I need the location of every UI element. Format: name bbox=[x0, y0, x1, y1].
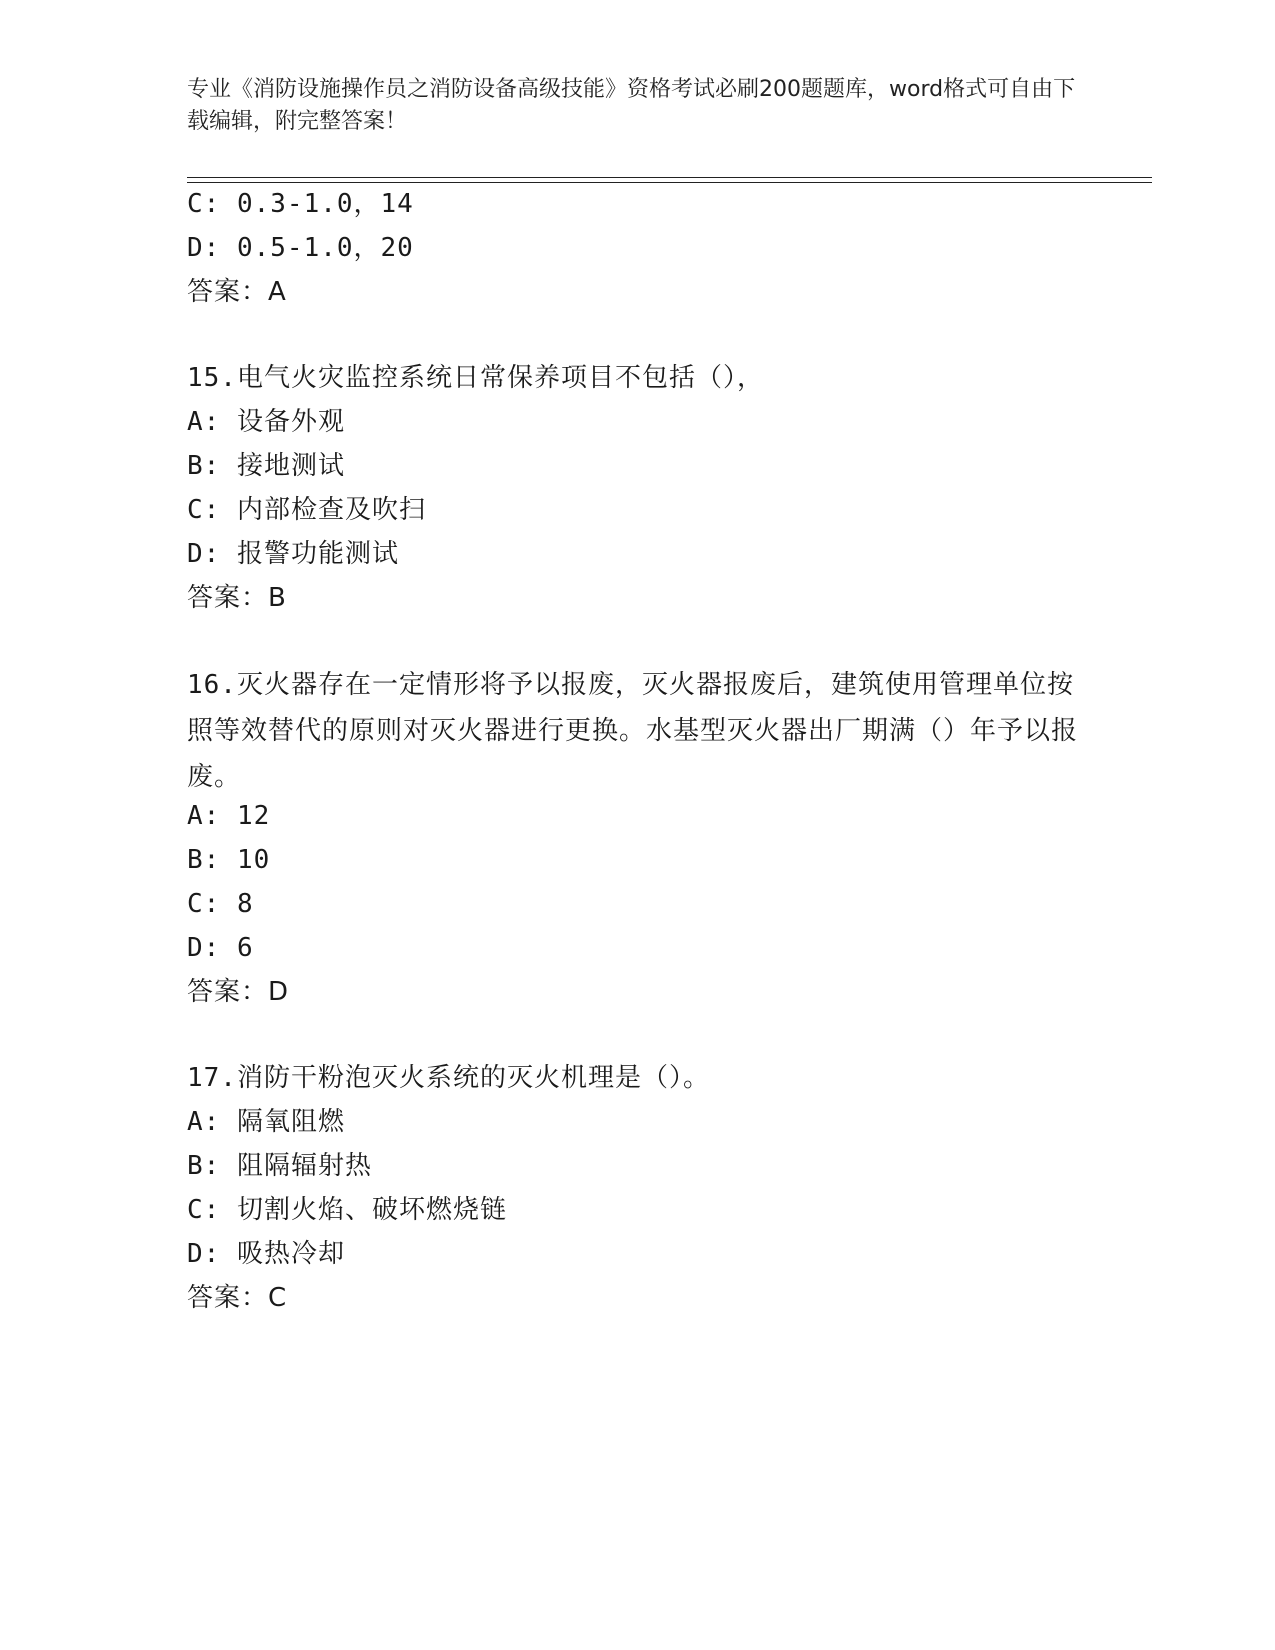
header-divider-bottom bbox=[187, 182, 1152, 183]
q16-option-d: D: 6 bbox=[187, 933, 254, 963]
q15-answer: 答案：B bbox=[187, 583, 287, 613]
q15-option-d: D: 报警功能测试 bbox=[187, 539, 399, 569]
q16-option-b: B: 10 bbox=[187, 845, 271, 875]
q17-option-c: C: 切割火焰、破坏燃烧链 bbox=[187, 1195, 507, 1225]
q17-option-d: D: 吸热冷却 bbox=[187, 1239, 345, 1269]
q17-answer: 答案：C bbox=[187, 1283, 288, 1313]
q16-option-a: A: 12 bbox=[187, 801, 271, 831]
q15-option-b: B: 接地测试 bbox=[187, 451, 345, 481]
header-divider-top bbox=[187, 177, 1152, 178]
q17-option-a: A: 隔氧阻燃 bbox=[187, 1107, 345, 1137]
q15-option-a: A: 设备外观 bbox=[187, 407, 345, 437]
q16-answer: 答案：D bbox=[187, 977, 290, 1007]
q15-stem: 15.电气火灾监控系统日常保养项目不包括（）， bbox=[187, 363, 764, 393]
prev-option-c: C: 0.3-1.0，14 bbox=[187, 189, 414, 219]
q16-option-c: C: 8 bbox=[187, 889, 254, 919]
q15-option-c: C: 内部检查及吹扫 bbox=[187, 495, 426, 525]
document-header: 专业《消防设施操作员之消防设备高级技能》资格考试必刷200题题库，word格式可自由下载编辑，附完整答案！ bbox=[187, 77, 1076, 134]
q17-stem: 17.消防干粉泡灭火系统的灭火机理是（）。 bbox=[187, 1063, 710, 1093]
prev-option-d: D: 0.5-1.0，20 bbox=[187, 233, 414, 263]
prev-answer: 答案：A bbox=[187, 277, 287, 307]
q16-stem: 16.灭火器存在一定情形将予以报废，灭火器报废后，建筑使用管理单位按照等效替代的原则对灭火器进行更换。水基型灭火器出厂期满（）年予以报废。 bbox=[187, 670, 1079, 792]
q17-option-b: B: 阻隔辐射热 bbox=[187, 1151, 372, 1181]
